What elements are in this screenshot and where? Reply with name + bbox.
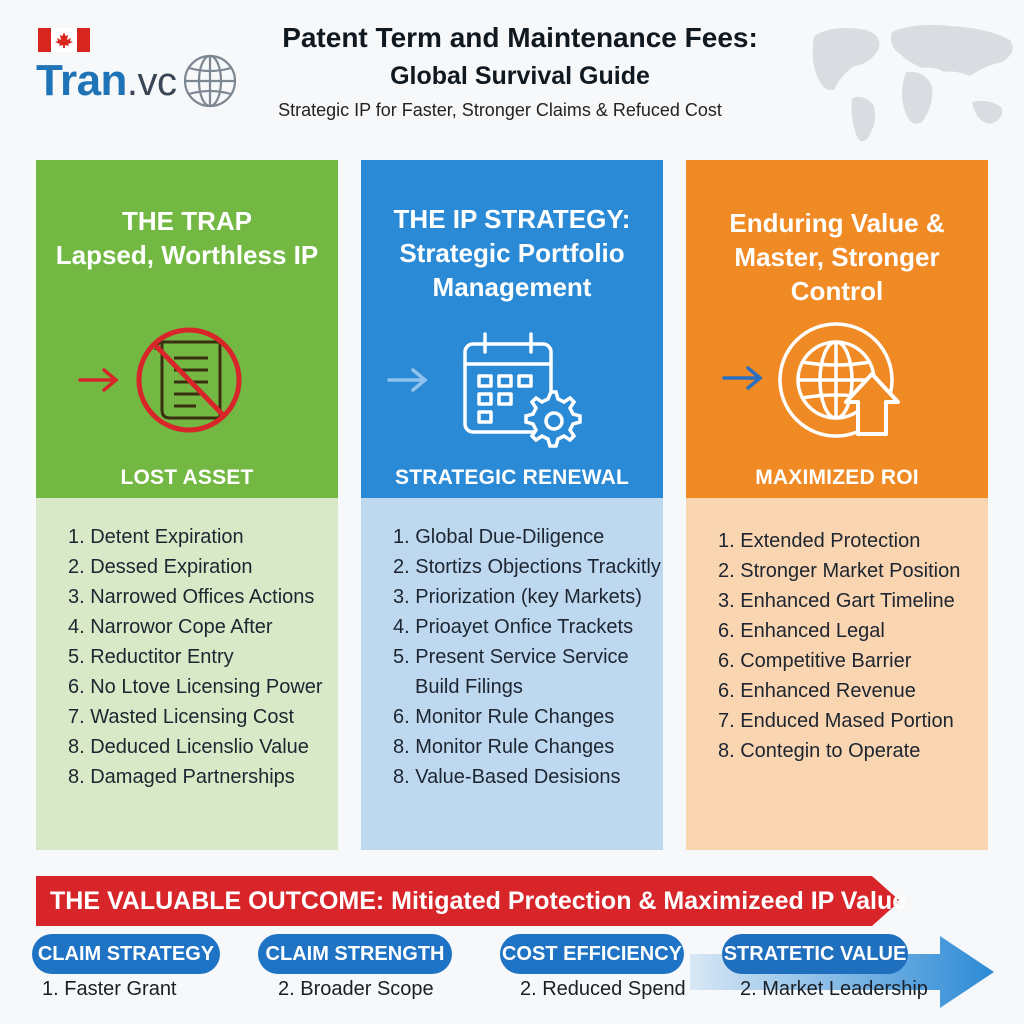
- globe-icon: [181, 52, 239, 110]
- list-item: 1. Extended Protection: [718, 530, 921, 552]
- list-item: 8. Deduced Licenslio Value: [68, 736, 309, 758]
- list-item: 6. Enhanced Revenue: [718, 680, 916, 702]
- list-item: 4. Narrowor Cope After: [68, 616, 273, 638]
- list-item: 8. Monitor Rule Changes: [393, 736, 615, 758]
- pillar-cost-efficiency: COST EFFICIENCY: [500, 934, 684, 974]
- trap-footer: LOST ASSET: [120, 466, 254, 489]
- list-item: 5. Present Service Service: [393, 646, 629, 668]
- strategy-footer: STRATEGIC RENEWAL: [394, 466, 629, 489]
- list-item: 3. Priorization (key Markets): [393, 586, 642, 608]
- value-heading: [686, 206, 988, 308]
- pillar-cost-efficiency-detail: 2. Reduced Spend: [520, 978, 686, 1000]
- crossed-out-document-icon: [36, 310, 338, 450]
- trap-heading-line2: Lapsed, Worthless IP: [55, 240, 319, 270]
- value-heading-line1: Enduring Value &: [729, 208, 945, 238]
- value-list-panel: [686, 498, 988, 850]
- list-item: 5. Reductitor Entry: [68, 646, 234, 668]
- world-map-icon: [774, 6, 1024, 156]
- strategy-column: [361, 160, 663, 850]
- list-item: 4. Prioayet Onfice Trackets: [393, 616, 634, 638]
- list-item: 6. No Ltove Licensing Power: [68, 676, 323, 698]
- brand-logo: [36, 52, 239, 110]
- trap-heading-line1: THE TRAP: [122, 206, 252, 236]
- value-column: [686, 160, 988, 850]
- outcome-text: THE VALUABLE OUTCOME: Mitigated Protection & Maximizeed IP Value: [50, 887, 907, 915]
- pillar-claim-strength-detail: 2. Broader Scope: [278, 978, 434, 1000]
- strategy-column-header: [361, 160, 663, 498]
- list-item: 1. Detent Expiration: [68, 526, 244, 548]
- page-subtitle: Global Survival Guide: [390, 62, 650, 90]
- list-item: 7. Enduced Mased Portion: [718, 710, 954, 732]
- list-item: 7. Wasted Licensing Cost: [68, 706, 295, 728]
- pillar-claim-strategy-detail: 1. Faster Grant: [42, 978, 177, 1000]
- list-item: 3. Narrowed Offices Actions: [68, 586, 315, 608]
- list-item: 8. Damaged Partnerships: [68, 766, 295, 788]
- strategy-heading-line2: Strategic Portfolio: [399, 238, 625, 268]
- value-footer: MAXIMIZED ROI: [755, 466, 919, 489]
- trap-column: [36, 160, 338, 850]
- value-heading-line2: Master, Stronger Control: [734, 242, 940, 306]
- list-item: 6. Enhanced Legal: [718, 620, 885, 642]
- list-item: 1. Global Due-Diligence: [393, 526, 605, 548]
- value-list: [718, 526, 988, 766]
- page-tagline: Strategic IP for Faster, Stronger Claims & Refuced Cost: [278, 100, 722, 120]
- page-title: Patent Term and Maintenance Fees:: [282, 22, 758, 53]
- list-item: 6. Monitor Rule Changes: [393, 706, 615, 728]
- trap-list: [68, 522, 338, 792]
- list-item: 3. Enhanced Gart Timeline: [718, 590, 955, 612]
- list-item: 2. Stronger Market Position: [718, 560, 961, 582]
- trap-list-panel: [36, 498, 338, 850]
- trap-column-header: [36, 160, 338, 498]
- pillar-claim-strength: CLAIM STRENGTH: [258, 934, 452, 974]
- list-item: Build Filings: [415, 676, 523, 698]
- list-item: 8. Contegin to Operate: [718, 740, 921, 762]
- pillar-strategic-value: STRATETIC VALUE: [722, 934, 908, 974]
- logo-text: Tran.vc: [36, 56, 177, 105]
- calendar-gear-icon: [361, 310, 663, 450]
- list-item: 8. Value-Based Desisions: [393, 766, 621, 788]
- strategy-heading-line3: Management: [432, 272, 592, 302]
- trap-heading: [36, 204, 338, 272]
- list-item: 2. Dessed Expiration: [68, 556, 253, 578]
- list-item: 2. Stortizs Objections Trackitly: [393, 556, 661, 578]
- strategy-heading-line1: THE IP STRATEGY:: [393, 204, 631, 234]
- value-column-header: [686, 160, 988, 498]
- globe-up-arrow-icon: [686, 310, 988, 450]
- list-item: 6. Competitive Barrier: [718, 650, 912, 672]
- pillar-strategic-value-detail: 2. Market Leadership: [740, 978, 928, 1000]
- strategy-list: [393, 522, 663, 792]
- strategy-heading: [361, 202, 663, 304]
- pillar-claim-strategy: CLAIM STRATEGY: [32, 934, 220, 974]
- canada-flag-icon: [38, 28, 90, 52]
- outcome-banner: [36, 876, 907, 926]
- strategy-list-panel: [361, 498, 663, 850]
